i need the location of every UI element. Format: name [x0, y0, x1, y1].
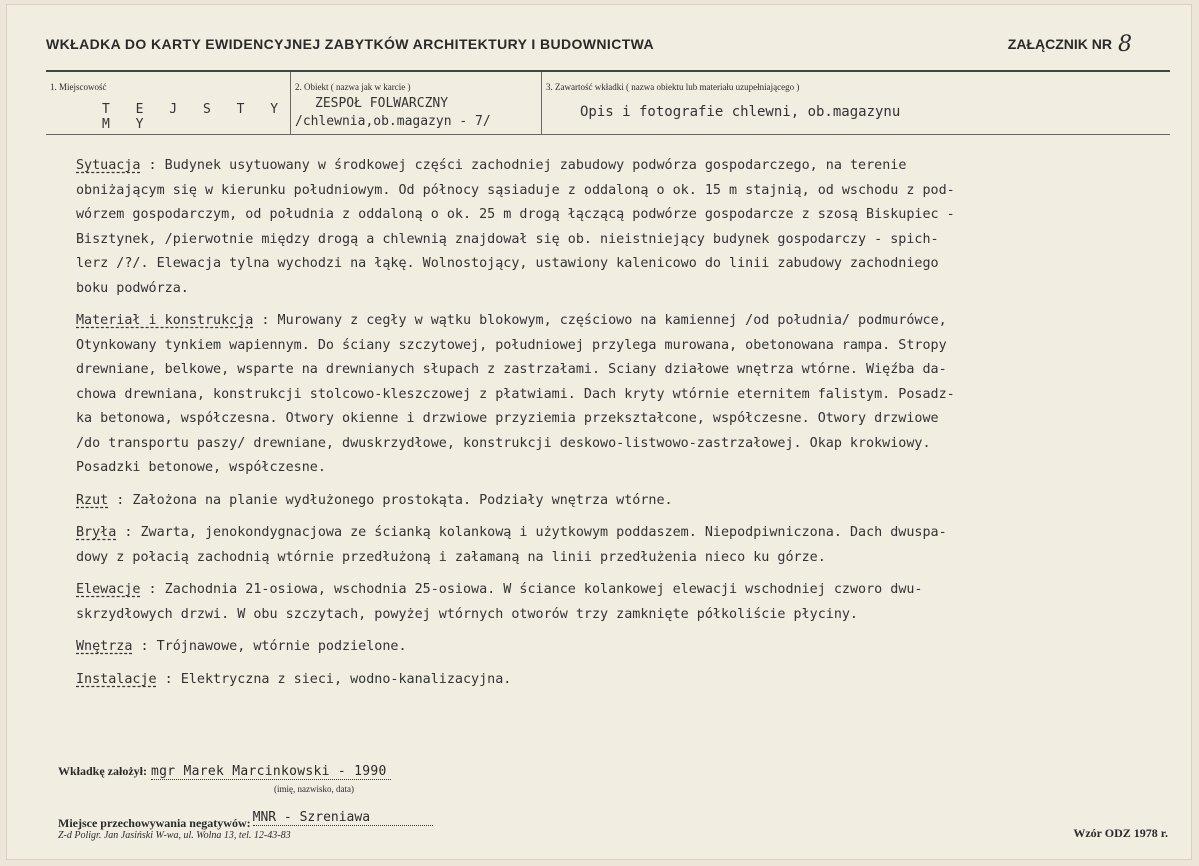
- object-label: 2. Obiekt ( nazwa jak w karcie ): [295, 82, 411, 92]
- section-line: [76, 546, 1176, 571]
- section-line: [76, 203, 1176, 228]
- section-0: [76, 154, 1176, 301]
- created-by-label: Wkładkę założył:: [58, 764, 147, 778]
- section-text: : Budynek usytuowany w środkowej części zachodniej zabudowy podwórza gospodarczego, na terenie: [140, 158, 907, 173]
- content-value: Opis i fotografie chlewni, ob.magazynu: [580, 104, 901, 120]
- section-heading: Bryła: [76, 525, 117, 540]
- section-text: dowy z połacią zachodnią wtórnie przedłużoną i załamaną na linii przedłużenia nieco ku górze.: [76, 549, 826, 565]
- section-line: [76, 309, 1176, 334]
- section-text: Otynkowany tynkiem wapiennym. Do ściany szczytowej, południowej przylega murowana, obetonowana rampa. Stropy: [76, 337, 947, 353]
- section-text: : Trójnawowe, wtórnie podzielone.: [132, 639, 407, 654]
- section-line: [76, 154, 1176, 179]
- section-heading: Instalacje: [76, 671, 157, 687]
- section-1: [76, 309, 1176, 481]
- section-text: skrzydłowych drzwi. W obu szczytach, powyżej wtórnych otworów trzy zamknięte półkoliście płyciny.: [76, 606, 858, 622]
- section-heading: Elewacje: [76, 582, 141, 597]
- section-line: [76, 358, 1176, 383]
- section-text: lerz /?/. Elewacja tylna wychodzi na łąkę. Wolnostojący, ustawiony kalenicowo do linii zabudowy zachodniego: [76, 256, 939, 271]
- section-text: wórzem gospodarczym, od południa z oddaloną o ok. 25 m drogą łączącą podwórze gospodarcze z szosą Biskupiec -: [76, 207, 955, 222]
- section-line: [76, 668, 1176, 693]
- section-line: [76, 489, 1176, 514]
- section-text: Bisztynek, /pierwotnie między drogą a chlewnią znajdował się ob. nieistniejący budynek gospodarczy - spich-: [76, 231, 939, 247]
- section-line: [76, 521, 1176, 546]
- locality-value: T E J S T Y M Y: [102, 102, 288, 132]
- content-label: 3. Zawartość wkładki ( nazwa obiektu lub materiału uzupełniającego ): [546, 82, 800, 92]
- record-sheet: [6, 4, 1192, 860]
- section-text: /do transportu paszy/ drewniane, dwuskrzydłowe, konstrukcji deskowo-listwowo-zastrzałowej. Okap krokwiowy.: [76, 435, 931, 451]
- section-line: [76, 252, 1176, 277]
- section-line: [76, 228, 1176, 253]
- section-heading: Materiał i konstrukcja: [76, 313, 254, 328]
- section-line: [76, 334, 1176, 359]
- section-heading: Sytuacja: [76, 158, 141, 173]
- document-title: WKŁADKA DO KARTY EWIDENCYJNEJ ZABYTKÓW ARCHITEKTURY I BUDOWNICTWA: [46, 36, 655, 52]
- negatives-value: MNR - Szreniawa: [253, 810, 433, 826]
- section-line: [76, 432, 1176, 457]
- section-text: obniżającym się w kierunku południowym. Od północy sąsiaduje z oddaloną o ok. 15 m stajnią, od wschodu z pod-: [76, 182, 955, 198]
- section-text: : Zwarta, jenokondygnacjowa ze ścianką kolankową i użytkowym poddaszem. Niepodpiwniczona. Dach dwuspa-: [116, 525, 947, 540]
- annex-label: [1008, 32, 1132, 57]
- section-heading: Wnętrza: [76, 639, 133, 654]
- section-text: : Zachodnia 21-osiowa, wschodnia 25-osiowa. W ściance kolankowej elewacji wschodniej czworo dwu-: [140, 582, 923, 597]
- section-text: drewniane, belkowe, wsparte na drewnianych słupach z zastrzałami. Sciany działowe wnętrza wtórne. Więźba da-: [76, 362, 947, 377]
- annex-number: 8: [1118, 32, 1132, 57]
- negatives-row: [58, 810, 433, 831]
- section-text: Posadzki betonowe, współczesne.: [76, 460, 326, 475]
- section-text: : Elektryczna z sieci, wodno-kanalizacyjna.: [156, 671, 512, 687]
- section-text: ka betonowa, współczesna. Otwory okienne i drzwiowe przyziemia przekształcone, współczesne. Otwory drzwiowe: [76, 411, 939, 426]
- section-line: [76, 603, 1176, 628]
- section-line: [76, 383, 1176, 408]
- form-code: Wzór ODZ 1978 r.: [1073, 826, 1168, 840]
- section-line: [76, 456, 1176, 481]
- locality-field: [46, 72, 291, 134]
- section-line: [76, 407, 1176, 432]
- section-4: [76, 578, 1176, 627]
- section-text: : Założona na planie wydłużonego prostokąta. Podziały wnętrza wtórne.: [108, 492, 673, 508]
- section-heading: Rzut: [76, 492, 109, 508]
- section-line: [76, 277, 1176, 302]
- created-by-hint: (imię, nazwisko, data): [274, 784, 354, 794]
- content-field: [542, 72, 1170, 134]
- created-by-value: mgr Marek Marcinkowski - 1990: [151, 764, 391, 780]
- section-text: chowa drewniana, konstrukcji stolcowo-kleszczowej z płatwiami. Dach kryty wtórnie eternitem falistym. Posadz-: [76, 386, 955, 402]
- section-6: [76, 668, 1176, 693]
- header-fields: [46, 70, 1170, 135]
- section-text: : Murowany z cegły w wątku blokowym, częściowo na kamiennej /od południa/ podmurówce,: [253, 313, 947, 328]
- object-field: [291, 72, 542, 134]
- section-2: [76, 489, 1176, 514]
- object-value-line2: /chlewnia,ob.magazyn - 7/: [295, 114, 491, 129]
- description-body: [76, 154, 1176, 700]
- printer-imprint: Z-d Poligr. Jan Jasiński W-wa, ul. Wolna 13, tel. 12-43-83: [58, 830, 291, 841]
- section-text: boku podwórza.: [76, 280, 189, 296]
- negatives-label: Miejsce przechowywania negatywów:: [58, 816, 251, 830]
- annex-text: ZAŁĄCZNIK NR: [1007, 36, 1112, 52]
- section-line: [76, 179, 1176, 204]
- object-value-line1: ZESPOŁ FOLWARCZNY: [315, 96, 449, 111]
- section-3: [76, 521, 1176, 570]
- section-line: [76, 578, 1176, 603]
- section-5: [76, 635, 1176, 660]
- section-line: [76, 635, 1176, 660]
- created-by-row: [58, 764, 391, 780]
- locality-label: 1. Miejscowość: [50, 82, 107, 92]
